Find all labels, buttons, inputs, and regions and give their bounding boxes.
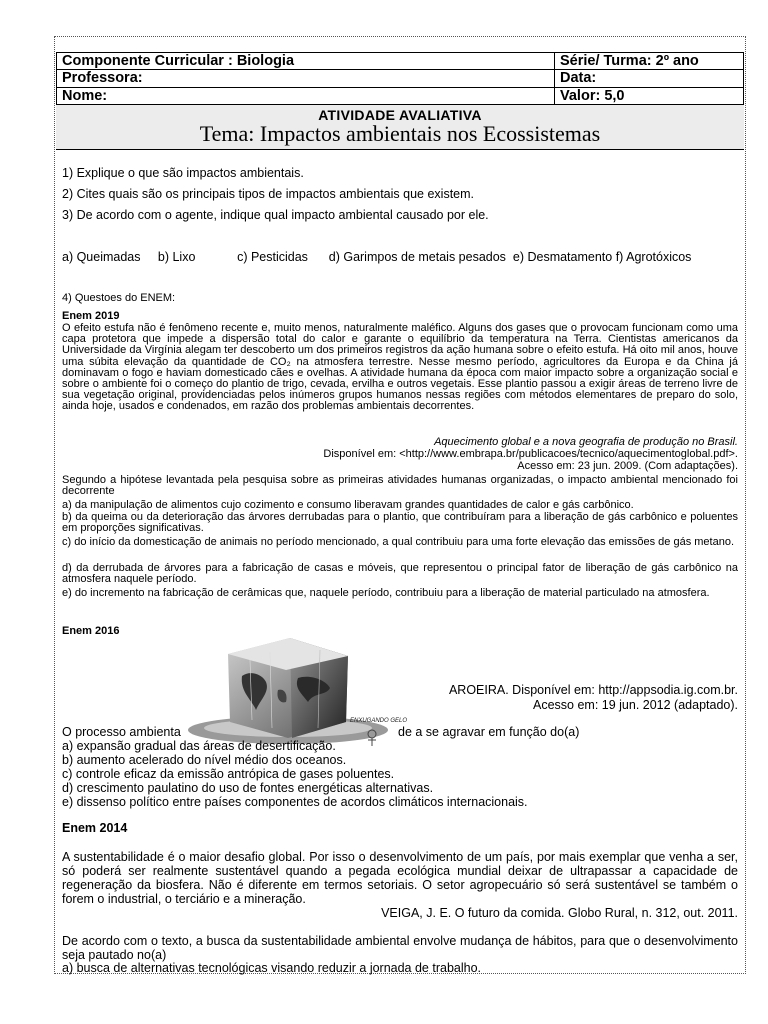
title-band [56, 104, 744, 150]
enem-2019-source-title: Aquecimento global e a nova geografia de produção no Brasil. [434, 436, 738, 448]
question-3: 3) De acordo com o agente, indique qual impacto ambiental causado por ele. [62, 208, 489, 222]
enem-2014-prompt: De acordo com o texto, a busca da sustentabilidade ambiental envolve mudança de hábitos, para que o desenvolvimento seja pautado no(a) [62, 934, 738, 962]
enem-2019-option-a: a) da manipulação de alimentos cujo cozimento e consumo liberavam grandes quantidades de calor e gás carbônico. [62, 499, 634, 511]
serie-label: Série/ Turma: 2º ano [560, 53, 699, 69]
data-label: Data: [560, 70, 597, 86]
question-2: 2) Cites quais são os principais tipos de impactos ambientais que existem. [62, 187, 475, 201]
enem-2014-heading: Enem 2014 [62, 821, 128, 835]
enem-2016-prompt-left: O processo ambienta [62, 725, 181, 739]
enem-2014-option-a: a) busca de alternativas tecnológicas visando reduzir a jornada de trabalho. [62, 961, 482, 975]
enem-2019-source-url: Disponível em: <http://www.embrapa.br/publicacoes/tecnico/aquecimentoglobal.pdf>. [323, 448, 738, 460]
enem-2016-option-b: b) aumento acelerado do nível médio dos oceanos. [62, 753, 347, 767]
question-3-agents: a) Queimadas b) Lixo c) Pesticidas d) Garimpos de metais pesados e) Desmatamento f) Agrotóxicos [62, 250, 692, 264]
question-1: 1) Explique o que são impactos ambientais. [62, 166, 304, 180]
professora-label: Professora: [62, 70, 143, 86]
atividade-title: ATIVIDADE AVALIATIVA [318, 107, 482, 123]
enem-2014-source: VEIGA, J. E. O futuro da comida. Globo Rural, n. 312, out. 2011. [381, 906, 738, 920]
enem-2019-option-c: c) do início da domesticação de animais no período mencionado, a qual contribuiu para uma forte elevação das emissões de gás metano. [62, 536, 735, 548]
enem-2014-text: A sustentabilidade é o maior desafio global. Por isso o desenvolvimento de um país, por mais exemplar que venha a ser, só poderá ser realmente sustentável quando a pegada ecológica mundial deixar de ultrapassar a capacidade de regeneração da biosfera. Não é diferente em termos setoriais. O setor agropecuário só será sustentável se também o forem o industrial, o terciário e a mineração. [62, 850, 738, 906]
tema-title: Tema: Impactos ambientais nos Ecossistemas [199, 121, 601, 146]
enem-2016-source-2: Acesso em: 19 jun. 2012 (adaptado). [533, 698, 738, 712]
enem-2016-option-e: e) dissenso político entre países componentes de acordos climáticos internacionais. [62, 795, 528, 809]
enem-2019-option-b: b) da queima ou da deterioração das árvores derrubadas para o plantio, que contribuíram para a liberação de gás carbônico e poluentes em proporções significativas. [62, 511, 738, 535]
enem-2019-option-d: d) da derrubada de árvores para a fabricação de casas e móveis, que representou o principal fator de liberação de gás carbônico na atmosfera naquele período. [62, 562, 738, 586]
enem-2019-heading: Enem 2019 [62, 310, 120, 322]
valor-label: Valor: 5,0 [560, 88, 625, 104]
enem-2016-option-d: d) crescimento paulatino do uso de fontes energéticas alternativas. [62, 781, 434, 795]
enem-2019-source-access: Acesso em: 23 jun. 2009. (Com adaptações). [517, 460, 738, 472]
header-row-professora [56, 69, 744, 87]
question-4: 4) Questoes do ENEM: [62, 292, 176, 304]
header-row-componente [56, 52, 744, 70]
enem-2016-option-c: c) controle eficaz da emissão antrópica de gases poluentes. [62, 767, 395, 781]
enem-2016-prompt-right: de a se agravar em função do(a) [398, 725, 580, 739]
enem-2016-option-a: a) expansão gradual das áreas de desertificação. [62, 739, 336, 753]
enem-2019-text: O efeito estufa não é fenômeno recente e, muito menos, naturalmente maléfico. Alguns dos gases que o provocam funcionam como uma capa protetora que impede a dispersão total do calor e garante o equilíbrio da temperatura na Terra. Cientistas americanos da Universidade da Virgínia alegam ter descoberto um dos primeiros registros da ação humana sobre o efeito estufa. Há oito mil anos, houve uma súbita elevação da quantidade de CO₂ na atmosfera terrestre. Nesse mesmo período, agricultores da Europa e da China já dominavam o fogo e haviam domesticado cães e ovelhas. A atividade humana da época com maior impacto sobre a organização social e sobre o ambiente foi o começo do plantio de trigo, cevada, ervilha e outros vegetais. Esse plantio passou a exigir áreas de terreno livre de sua vegetação original, providenciadas pelos inúmeros grupos humanos nessas regiões com métodos elementares de preparo do solo, ainda hoje, usados e condenados, em razão dos problemas ambientais decorrentes. [62, 322, 738, 413]
cartoon-caption: ENXUGANDO GELO [350, 718, 408, 724]
enem-2019-option-e: e) do incremento na fabricação de cerâmicas que, naquele período, contribuiu para a liberação de material particulado na atmosfera. [62, 587, 710, 599]
componente-label: Componente Curricular : Biologia [62, 53, 295, 69]
enem-2016-heading: Enem 2016 [62, 625, 120, 637]
enem-2016-source-1: AROEIRA. Disponível em: http://appsodia.ig.com.br. [448, 683, 738, 697]
nome-label: Nome: [62, 88, 108, 104]
enem-2019-prompt: Segundo a hipótese levantada pela pesquisa sobre as primeiras atividades humanas organizadas, o impacto ambiental mencionado foi decorrente [62, 474, 738, 498]
header-row-nome [56, 87, 744, 105]
